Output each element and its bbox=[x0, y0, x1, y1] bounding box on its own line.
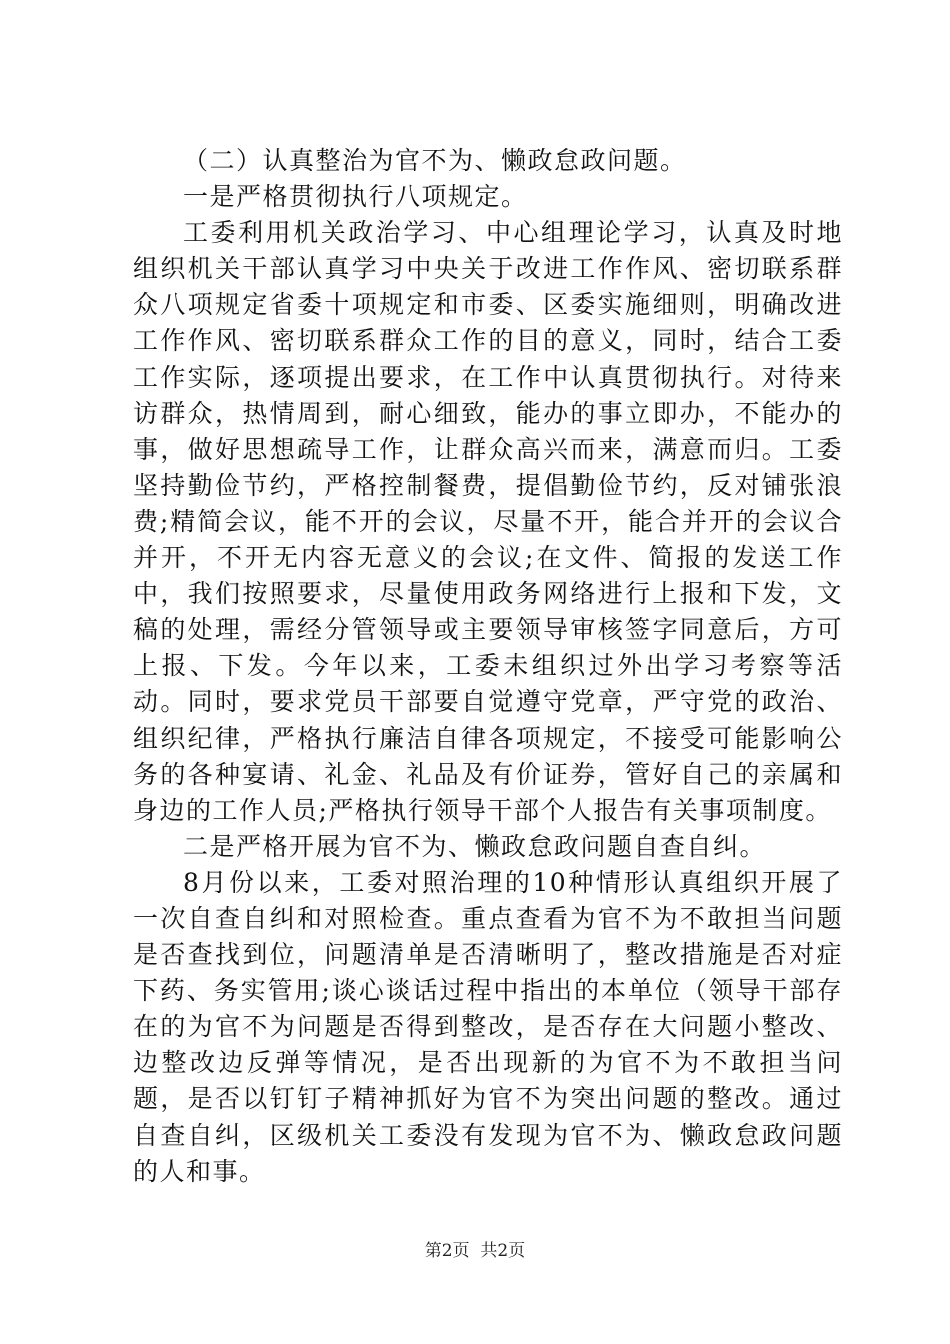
body-paragraph-2: 8月份以来，工委对照治理的10种情形认真组织开展了一次自查自纠和对照检查。重点查看为官不为不敢担当问题是否查找到位，问题清单是否清晰明了，整改措施是否对症下药、务实管用;谈心谈话过程中指出的本单位（领导干部存在的为官不为问题是否得到整改，是否存在大问题小整改、边整改边反弹等情况，是否出现新的为官不为不敢担当问题，是否以钉钉子精神抓好为官不为突出问题的整改。通过自查自纠，区级机关工委没有发现为官不为、懒政怠政问题的人和事。 bbox=[133, 867, 843, 1186]
subsection-heading-2: 二是严格开展为官不为、懒政怠政问题自查自纠。 bbox=[183, 831, 767, 861]
body-paragraph-1: 工委利用机关政治学习、中心组理论学习，认真及时地组织机关干部认真学习中央关于改进工作作风、密切联系群众八项规定省委十项规定和市委、区委实施细则，明确改进工作作风、密切联系群众工作的目的意义，同时，结合工委工作实际，逐项提出要求，在工作中认真贯彻执行。对待来访群众，热情周到，耐心细致，能办的事立即办，不能办的事，做好思想疏导工作，让群众高兴而来，满意而归。工委坚持勤俭节约，严格控制餐费，提倡勤俭节约，反对铺张浪费;精简会议，能不开的会议，尽量不开，能合并开的会议合并开，不开无内容无意义的会议;在文件、简报的发送工作中，我们按照要求，尽量使用政务网络进行上报和下发，文稿的处理，需经分管领导或主要领导审核签字同意后，方可上报、下发。今年以来，工委未组织过外出学习考察等活动。同时，要求党员干部要自觉遵守党章，严守党的政治、组织纪律，严格执行廉洁自律各项规定，不接受可能影响公务的各种宴请、礼金、礼品及有价证券，管好自己的亲属和身边的工作人员;严格执行领导干部个人报告有关事项制度。 bbox=[133, 218, 843, 825]
page-number: 第2页 共2页 bbox=[424, 1241, 526, 1261]
document-body bbox=[133, 143, 843, 1190]
section-heading: （二）认真整治为官不为、懒政怠政问题。 bbox=[183, 146, 687, 175]
page-footer bbox=[0, 1240, 950, 1262]
subsection-heading-1: 一是严格贯彻执行八项规定。 bbox=[183, 182, 528, 212]
